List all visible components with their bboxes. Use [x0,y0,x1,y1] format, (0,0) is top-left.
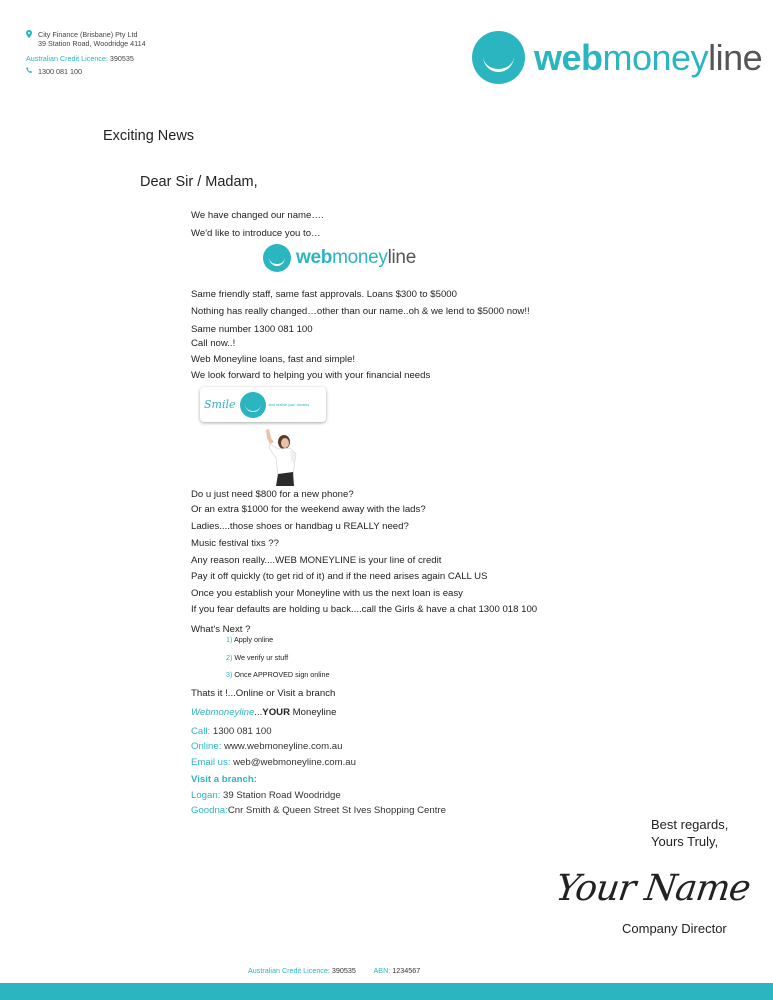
step-number: 1) [226,635,233,644]
signoff-line: Yours Truly, [651,834,719,849]
paragraph-line: Ladies....those shoes or handbag u REALLY need? [191,521,409,532]
header-contact-block [26,30,146,76]
smile-logo-icon [240,392,266,418]
step-text: We verify ur stuff [234,653,289,662]
phone-link[interactable]: 1300 081 100 [210,726,272,737]
licence-label: Australian Credit Licence: [26,54,108,63]
paragraph-line: Once you establish your Moneyline with us the next loan is easy [191,588,463,599]
brand-tagline: Webmoneyline...YOUR Moneyline [191,707,337,718]
letter-greeting: Dear Sir / Madam, [140,174,258,190]
step-text: Once APPROVED sign online [234,670,330,679]
signoff [651,816,728,850]
logo-wordmark: webmoneyline [534,36,763,78]
step-item [226,635,273,644]
map-pin-icon [26,30,38,40]
contact-call: Call: 1300 081 100 [191,726,272,737]
footer-bar [0,983,773,1000]
paragraph-line: Pay it off quickly (to get rid of it) and if the need arises again CALL US [191,571,488,582]
smile-tagline: and realise your dreams [268,402,310,407]
whats-next-heading: What's Next ? [191,624,251,635]
intro-line: We'd like to introduce you to… [191,228,321,239]
signer-title: Company Director [622,921,727,936]
contact-online: Online: www.webmoneyline.com.au [191,741,343,752]
phone-row [26,67,146,76]
smile-word: Smile [204,398,236,411]
visit-branch-heading: Visit a branch: [191,774,257,785]
address-row [26,30,146,48]
woman-pointing-image [256,428,304,486]
website-link[interactable]: www.webmoneyline.com.au [221,741,343,752]
smile-banner [200,387,326,422]
logo-wordmark: webmoneyline [296,247,416,268]
paragraph-line: Nothing has really changed…other than our name..oh & we lend to $5000 now!! [191,306,530,317]
footer-info: Australian Credit Licence: 390535 ABN: 1234567 [248,966,421,975]
paragraph-line: Web Moneyline loans, fast and simple! [191,354,356,365]
phone-icon [26,67,38,76]
branch-goodna: Goodna:Cnr Smith & Queen Street St Ives Shopping Centre [191,805,446,816]
licence-row [26,54,146,63]
step-number: 3) [226,670,233,679]
step-text: Apply online [234,635,274,644]
step-item [226,653,288,662]
letter-title: Exciting News [103,128,195,144]
intro-line: We have changed our name…. [191,210,324,221]
smile-logo-icon [263,244,291,272]
signoff-line: Best regards, [651,817,729,832]
step-item [226,670,330,679]
email-link[interactable]: web@webmoneyline.com.au [230,757,356,768]
paragraph-line: Any reason really....WEB MONEYLINE is your line of credit [191,555,442,566]
paragraph-line: Same number 1300 081 100 [191,324,313,335]
company-address: 39 Station Road, Woodridge 4114 [38,39,146,48]
contact-email: Email us: web@webmoneyline.com.au [191,757,356,768]
step-number: 2) [226,653,233,662]
paragraph-line: If you fear defaults are holding u back....call the Girls & have a chat 1300 018 100 [191,604,538,615]
paragraph-line: Do u just need $800 for a new phone? [191,489,354,500]
branch-logan: Logan: 39 Station Road Woodridge [191,790,341,801]
phone-number: 1300 081 100 [38,67,82,76]
paragraph-line: Or an extra $1000 for the weekend away with the lads? [191,504,426,515]
company-name: City Finance (Brisbane) Pty Ltd [38,30,138,39]
paragraph-line: We look forward to helping you with your financial needs [191,370,431,381]
smile-logo-icon [472,31,525,84]
paragraph-line: Call now..! [191,338,236,349]
licence-number: 390535 [109,54,134,63]
paragraph-line: Same friendly staff, same fast approvals. Loans $300 to $5000 [191,289,457,300]
thats-it-line: Thats it !...Online or Visit a branch [191,688,336,699]
inline-brand-logo [263,244,416,272]
paragraph-line: Music festival tixs ?? [191,538,279,549]
signature: Your Name [553,868,753,909]
brand-logo [472,31,762,84]
